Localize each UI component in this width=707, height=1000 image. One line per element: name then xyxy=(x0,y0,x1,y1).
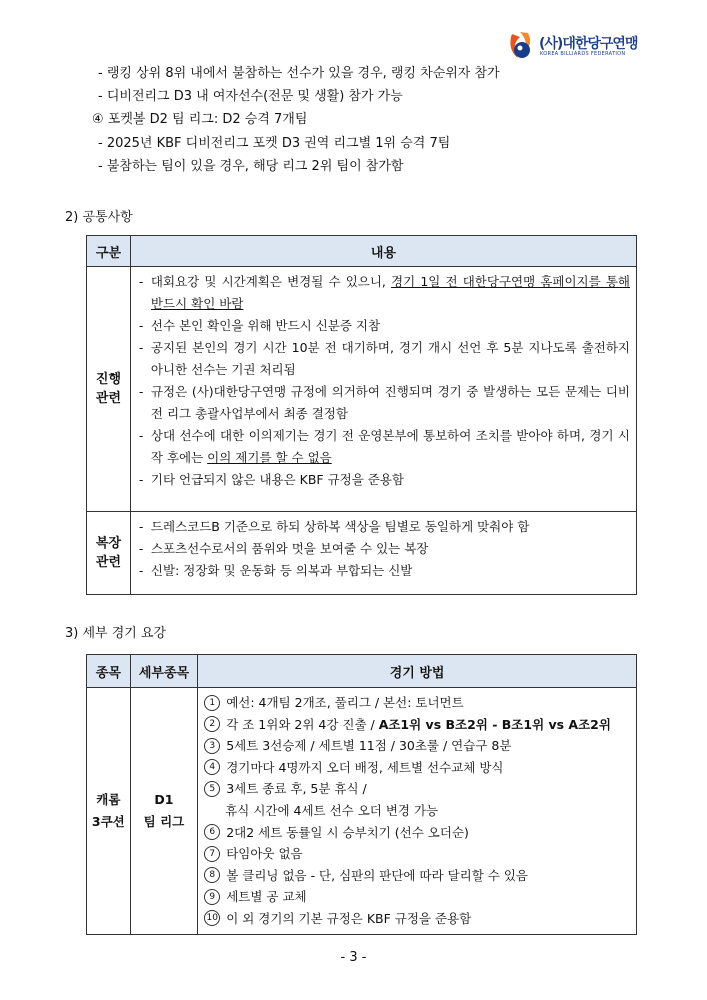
list-item: - 대회요강 및 시간계획은 변경될 수 있으니, 경기 1일 전 대한당구연맹 홈페이지를 통해 반드시 확인 바람 xyxy=(138,274,630,311)
section3-title: 3) 세부 경기 요강 xyxy=(65,626,167,641)
top-line-3: ④ 포켓볼 D2 팀 리그: D2 승격 7개팀 xyxy=(92,112,308,127)
list-item: 9 세트별 공 교체 xyxy=(204,886,632,908)
header-content: 내용 xyxy=(130,236,636,267)
match-details-table xyxy=(86,654,637,935)
list-item: 6 2대2 세트 동률일 시 승부치기 (선수 오더순) xyxy=(204,822,632,844)
list-item: 8 볼 클리닝 없음 - 단, 심판의 판단에 따라 달리할 수 있음 xyxy=(204,865,632,887)
event-cell: 캐롬 3쿠션 xyxy=(87,688,131,935)
sub-event-cell: D1 팀 리그 xyxy=(130,688,198,935)
list-item: - 신발: 정장화 및 운동화 등 의복과 부합되는 신발 xyxy=(138,563,413,578)
list-item: 3 5세트 3선승제 / 세트별 11점 / 30초룰 / 연습구 8분 xyxy=(204,735,632,757)
top-line-2: - 디비전리그 D3 내 여자선수(전문 및 생활) 참가 가능 xyxy=(98,89,403,104)
header-event: 종목 xyxy=(87,655,131,688)
top-line-1: - 랭킹 상위 8위 내에서 불참하는 선수가 있을 경우, 랭킹 차순위자 참가 xyxy=(98,66,500,81)
list-item: - 공지된 본인의 경기 시간 10분 전 대기하며, 경기 개시 선언 후 5분 지나도록 출전하지 아니한 선수는 기권 처리됨 xyxy=(138,340,630,377)
list-item: 5 3세트 종료 후, 5분 휴식 / xyxy=(204,778,632,800)
table-row xyxy=(87,267,637,512)
category-attire: 복장 관련 xyxy=(87,512,131,595)
list-item: - 선수 본인 확인을 위해 반드시 신분증 지참 xyxy=(138,318,381,333)
list-item: 1 예선: 4개팀 2개조, 풀리그 / 본선: 토너먼트 xyxy=(204,692,632,714)
attire-items xyxy=(130,512,636,595)
method-items xyxy=(198,688,637,935)
common-rules-table xyxy=(86,235,637,595)
list-item: - 기타 언급되지 않은 내용은 KBF 규정을 준용함 xyxy=(138,472,405,487)
table-row xyxy=(87,512,637,595)
list-item: - 상대 선수에 대한 이의제기는 경기 전 운영본부에 통보하여 조치를 받아야 하며, 경기 시작 후에는 이의 제기를 할 수 없음 xyxy=(138,428,630,465)
list-item: - 스포츠선수로서의 품위와 멋을 보여줄 수 있는 복장 xyxy=(138,541,429,556)
list-item: 4 경기마다 4명까지 오더 배정, 세트별 선수교체 방식 xyxy=(204,757,632,779)
list-item: 2 각 조 1위와 2위 4강 진출 / A조1위 vs B조2위 - B조1위 vs A조2위 xyxy=(204,714,632,736)
header-method: 경기 방법 xyxy=(198,655,637,688)
list-item: 10 이 외 경기의 기본 규정은 KBF 규정을 준용함 xyxy=(204,908,632,930)
table-header-row xyxy=(87,236,637,267)
kbf-emblem-icon xyxy=(506,28,538,64)
table-header-row xyxy=(87,655,637,688)
top-line-5: - 불참하는 팀이 있을 경우, 해당 리그 2위 팀이 참가함 xyxy=(98,159,404,174)
progress-items xyxy=(130,267,636,512)
category-progress: 진행 관련 xyxy=(87,267,131,512)
header-category: 구분 xyxy=(87,236,131,267)
table-row xyxy=(87,688,637,935)
logo-subtext: KOREA BILLIARDS FEDERATION xyxy=(540,51,626,57)
list-item: - 드레스코드B 기준으로 하되 상하복 색상을 팀별로 동일하게 맞춰야 함 xyxy=(138,519,530,534)
kbf-logo xyxy=(506,28,656,64)
list-item: 7 타임아웃 없음 xyxy=(204,843,632,865)
section2-title: 2) 공통사항 xyxy=(65,210,133,225)
page-number: - 3 - xyxy=(340,950,367,965)
list-item: 휴식 시간에 4세트 선수 오더 변경 가능 xyxy=(225,802,439,818)
header-sub-event: 세부종목 xyxy=(130,655,198,688)
logo-text: (사)대한당구연맹 xyxy=(539,36,638,52)
list-item: - 규정은 (사)대한당구연맹 규정에 의거하여 진행되며 경기 중 발생하는 모든 문제는 디비전 리그 총괄사업부에서 최종 결정함 xyxy=(138,384,630,421)
top-line-4: - 2025년 KBF 디비전리그 포켓 D3 권역 리그별 1위 승격 7팀 xyxy=(98,136,451,151)
